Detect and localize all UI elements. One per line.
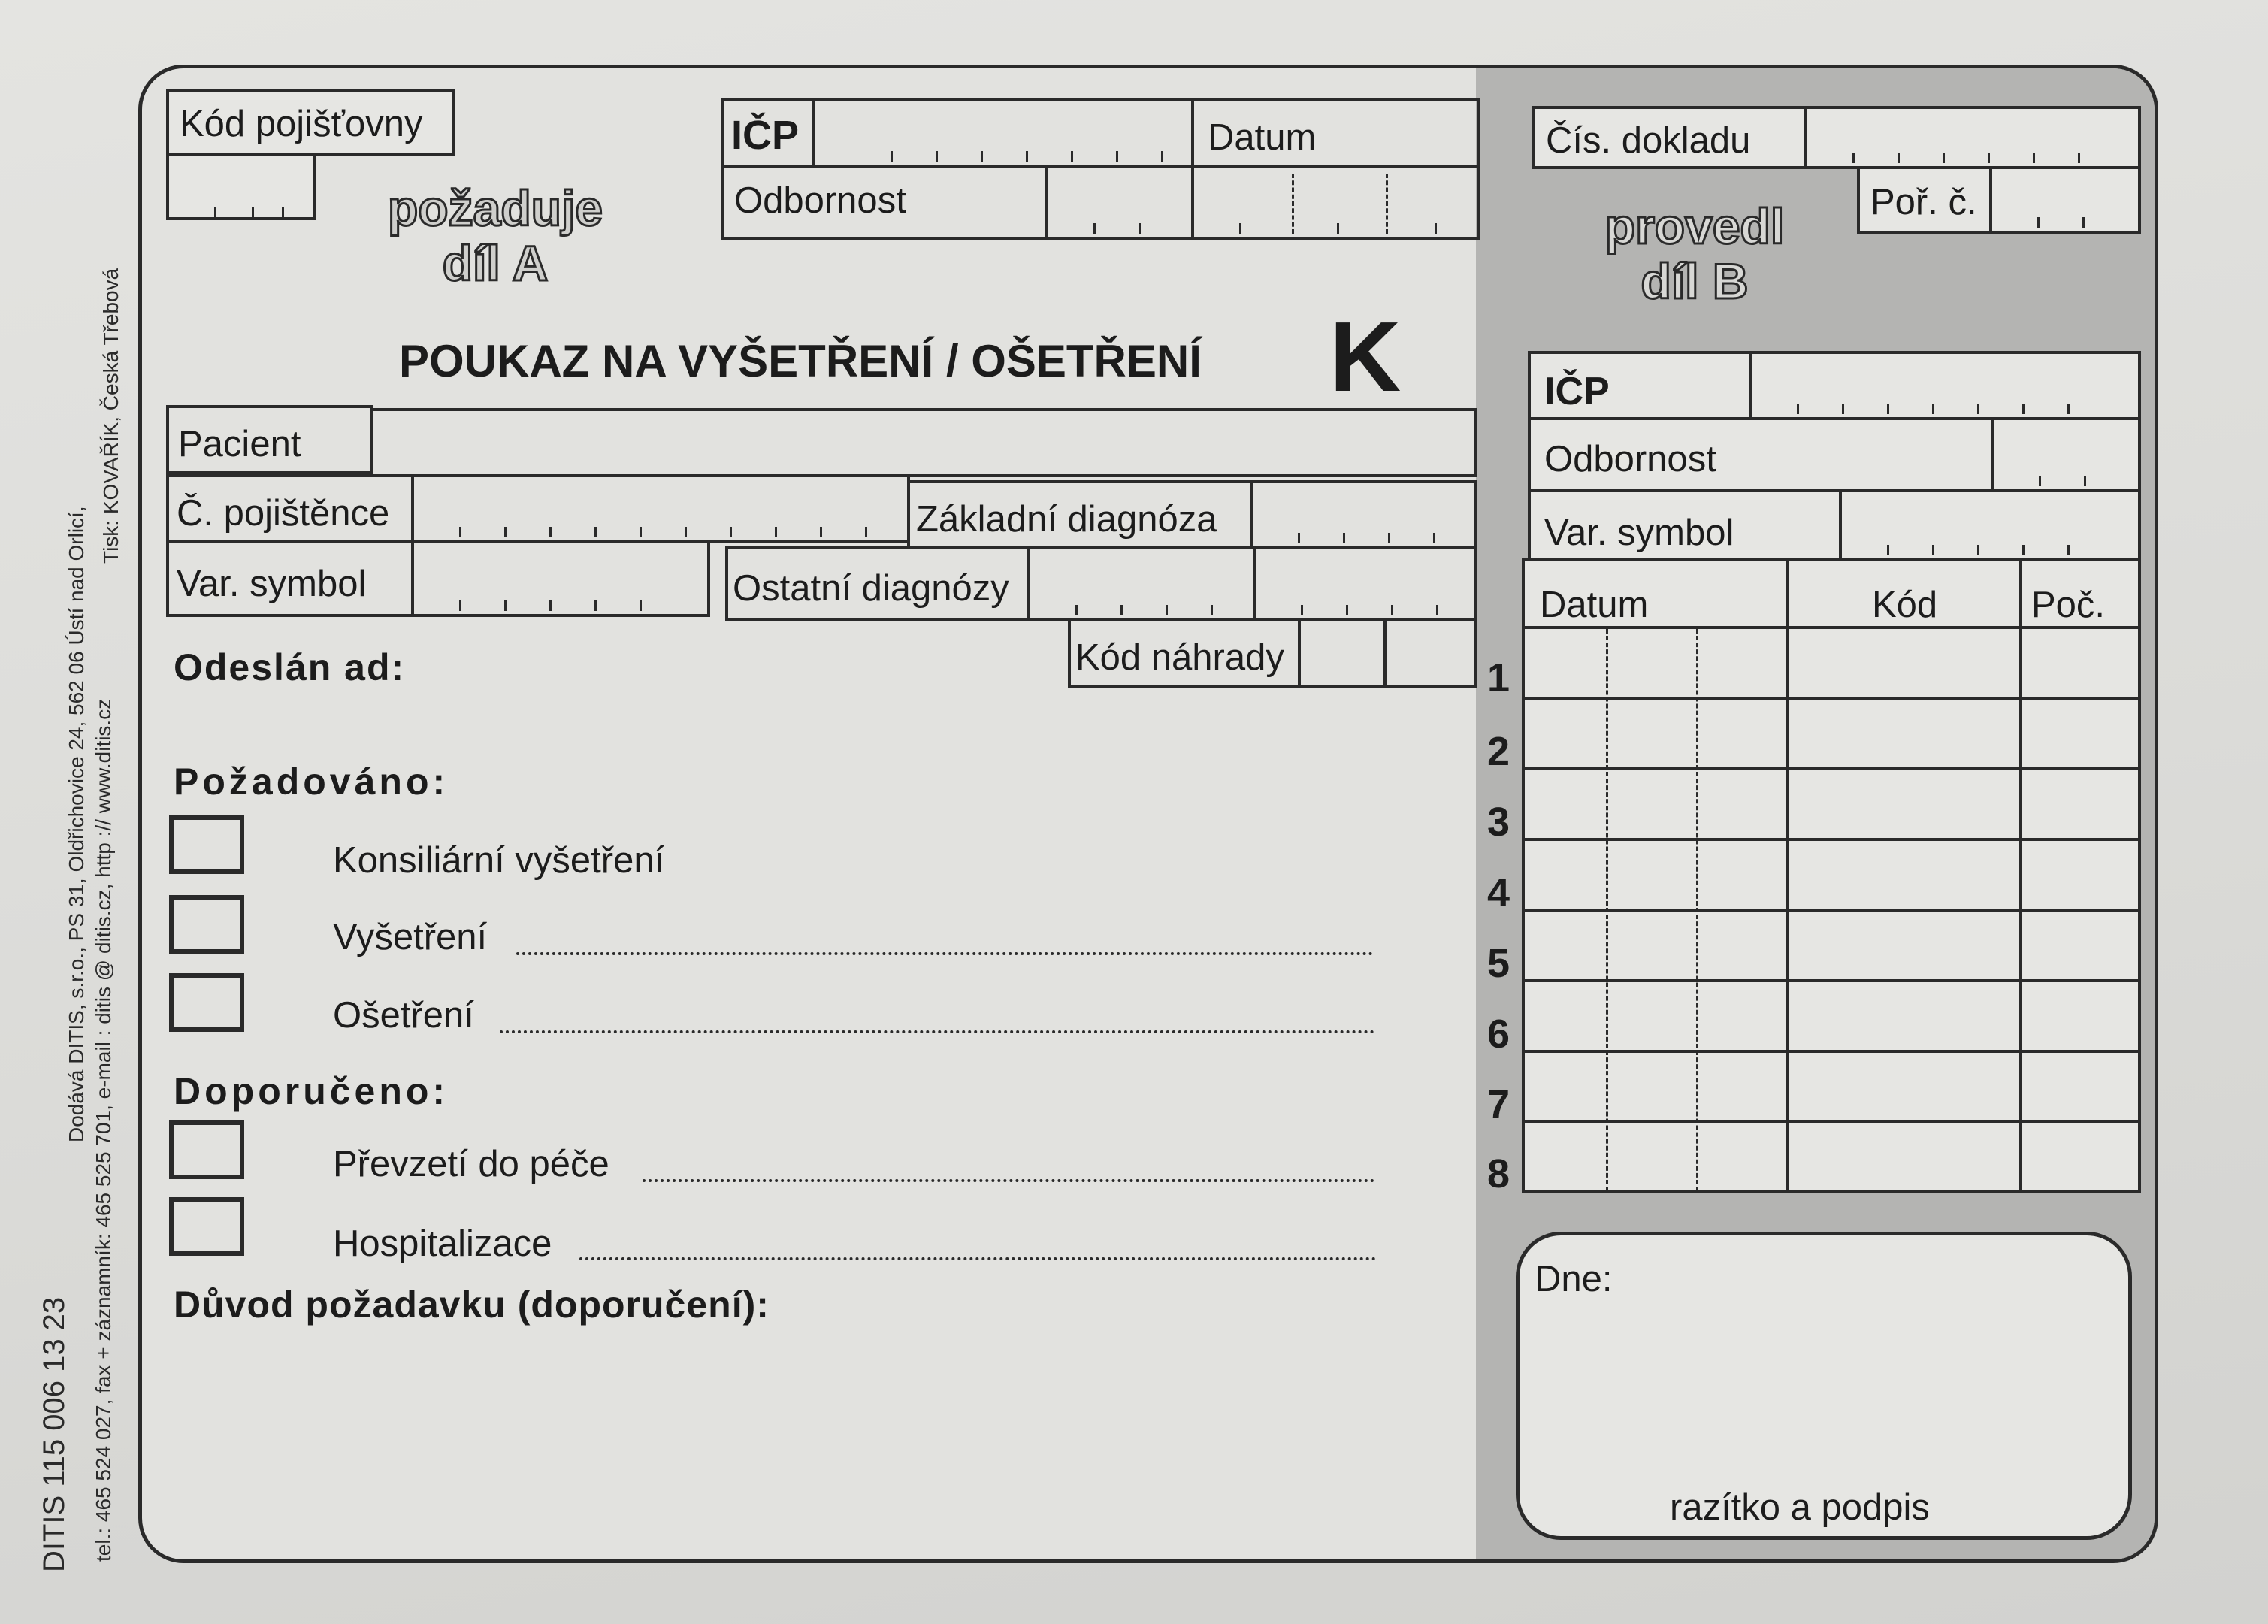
replacement-code-label: Kód náhrady <box>1075 637 1284 678</box>
table-row[interactable] <box>1525 700 2138 767</box>
row-number-2: 2 <box>1486 729 1510 774</box>
insured-no-field[interactable] <box>411 474 910 543</box>
b-icp-label-cell <box>1528 351 1752 420</box>
table-row[interactable] <box>1525 841 2138 909</box>
row-number-6: 6 <box>1486 1012 1510 1057</box>
insurer-code-label-box <box>166 89 455 156</box>
requested-label: Požadováno: <box>174 761 449 803</box>
b-var-symbol-field[interactable] <box>1839 489 2141 561</box>
icp-label-cell <box>721 98 815 168</box>
b-specialty-label: Odbornost <box>1544 439 1716 479</box>
examination-checkbox[interactable] <box>169 895 244 954</box>
supplier-text: Dodává DITIS, s.r.o., PS 31, Oldřichovice 24, 562 06 Ústí nad Orlicí, <box>65 506 88 1142</box>
icp-field[interactable] <box>812 98 1194 168</box>
insured-no-label-cell <box>166 474 414 543</box>
specialty-field[interactable] <box>1045 165 1194 240</box>
icp-label: IČP <box>731 113 800 158</box>
hospitalization-checkbox[interactable] <box>169 1197 244 1256</box>
var-symbol-field[interactable] <box>411 540 710 617</box>
takeover-care-dotted-line[interactable] <box>643 1179 1374 1182</box>
col-count-header: Poč. <box>2031 585 2106 625</box>
takeover-care-checkbox[interactable] <box>169 1120 244 1179</box>
part-a-stamp-line2: díl A <box>442 234 549 291</box>
replacement-code-field[interactable] <box>1298 618 1477 688</box>
contact-text: tel.: 465 524 027, fax + záznamník: 465 525 701, e-mail : ditis @ ditis.cz, http :// www.ditis.cz <box>92 698 115 1562</box>
other-diagnoses-label-cell <box>725 546 1030 621</box>
other-diagnosis-field-1[interactable] <box>1027 546 1256 621</box>
table-row[interactable] <box>1525 982 2138 1050</box>
patient-field[interactable] <box>370 408 1477 477</box>
sent-from-label: Odeslán ad: <box>174 646 406 688</box>
table-row[interactable] <box>1525 1123 2138 1191</box>
row-number-1: 1 <box>1486 655 1510 700</box>
b-var-symbol-label: Var. symbol <box>1544 513 1734 553</box>
consult-exam-checkbox[interactable] <box>169 815 244 874</box>
other-diagnosis-field-2[interactable] <box>1253 546 1477 621</box>
row-number-8: 8 <box>1486 1151 1510 1196</box>
main-diagnosis-label: Základní diagnóza <box>916 499 1217 540</box>
insurer-code-label: Kód pojišťovny <box>180 104 423 144</box>
col-date-header: Datum <box>1540 585 1649 625</box>
insurer-code-field[interactable] <box>166 153 316 220</box>
b-specialty-field[interactable] <box>1991 417 2141 492</box>
product-code-text: DITIS 115 006 13 23 <box>38 1296 71 1572</box>
date-label: Datum <box>1208 117 1317 158</box>
part-b-stamp-line2: díl B <box>1641 253 1749 309</box>
part-b-stamp <box>1567 199 1822 308</box>
date-field[interactable] <box>1191 165 1480 240</box>
printer-text: Tisk: KOVAŘÍK, Česká Třebová <box>99 268 122 564</box>
recommended-label: Doporučeno: <box>174 1070 449 1112</box>
stamp-signature-label: razítko a podpis <box>1670 1487 1930 1528</box>
insured-no-label: Č. pojištěnce <box>177 493 390 534</box>
form-letter: K <box>1329 301 1402 412</box>
date-label-cell <box>1191 98 1480 168</box>
hospitalization-label: Hospitalizace <box>333 1223 552 1264</box>
order-no-label-cell <box>1857 166 1992 234</box>
row-number-4: 4 <box>1486 870 1510 915</box>
part-b-stamp-line1: provedl <box>1604 198 1785 254</box>
col-code-header: Kód <box>1872 585 1938 625</box>
hospitalization-dotted-line[interactable] <box>579 1257 1376 1260</box>
b-icp-label: IČP <box>1544 370 1610 413</box>
row-number-7: 7 <box>1486 1082 1510 1127</box>
doc-no-label-cell <box>1532 106 1807 169</box>
examination-label: Vyšetření <box>333 917 488 957</box>
reason-area[interactable] <box>174 1338 1376 1534</box>
patient-label-cell <box>166 405 373 474</box>
treatment-label: Ošetření <box>333 995 474 1036</box>
doc-no-label: Čís. dokladu <box>1546 120 1751 161</box>
part-a-stamp-line1: požaduje <box>387 180 603 236</box>
replacement-code-label-cell <box>1068 618 1301 688</box>
table-row[interactable] <box>1525 770 2138 838</box>
doc-no-field[interactable] <box>1804 106 2141 169</box>
main-diagnosis-field[interactable] <box>1250 480 1477 549</box>
other-diagnoses-label: Ostatní diagnózy <box>733 568 1009 609</box>
row-number-3: 3 <box>1486 800 1510 845</box>
form-title: POUKAZ NA VYŠETŘENÍ / OŠETŘENÍ <box>399 336 1202 386</box>
examination-dotted-line[interactable] <box>516 952 1373 955</box>
part-a-stamp <box>367 181 623 290</box>
main-diagnosis-label-cell <box>907 480 1253 549</box>
order-no-field[interactable] <box>1989 166 2141 234</box>
takeover-care-label: Převzetí do péče <box>333 1144 609 1184</box>
var-symbol-label: Var. symbol <box>177 564 367 604</box>
referral-form <box>138 65 2158 1563</box>
patient-label: Pacient <box>178 424 301 464</box>
b-specialty-label-cell <box>1528 417 1994 492</box>
stamp-signature-box[interactable] <box>1516 1232 2132 1540</box>
reason-label: Důvod požadavku (doporučení): <box>174 1284 770 1326</box>
table-row[interactable] <box>1525 912 2138 979</box>
order-no-label: Poř. č. <box>1870 182 1977 222</box>
consult-exam-label: Konsiliární vyšetření <box>333 840 665 881</box>
var-symbol-label-cell <box>166 540 414 617</box>
table-row[interactable] <box>1525 629 2138 697</box>
treatment-checkbox[interactable] <box>169 973 244 1032</box>
b-icp-field[interactable] <box>1749 351 2141 420</box>
table-row[interactable] <box>1525 1053 2138 1120</box>
specialty-label: Odbornost <box>734 180 906 221</box>
treatment-dotted-line[interactable] <box>500 1030 1374 1033</box>
b-var-symbol-label-cell <box>1528 489 1842 561</box>
row-number-5: 5 <box>1486 941 1510 986</box>
day-label: Dne: <box>1535 1259 1613 1299</box>
specialty-label-cell <box>721 165 1048 240</box>
